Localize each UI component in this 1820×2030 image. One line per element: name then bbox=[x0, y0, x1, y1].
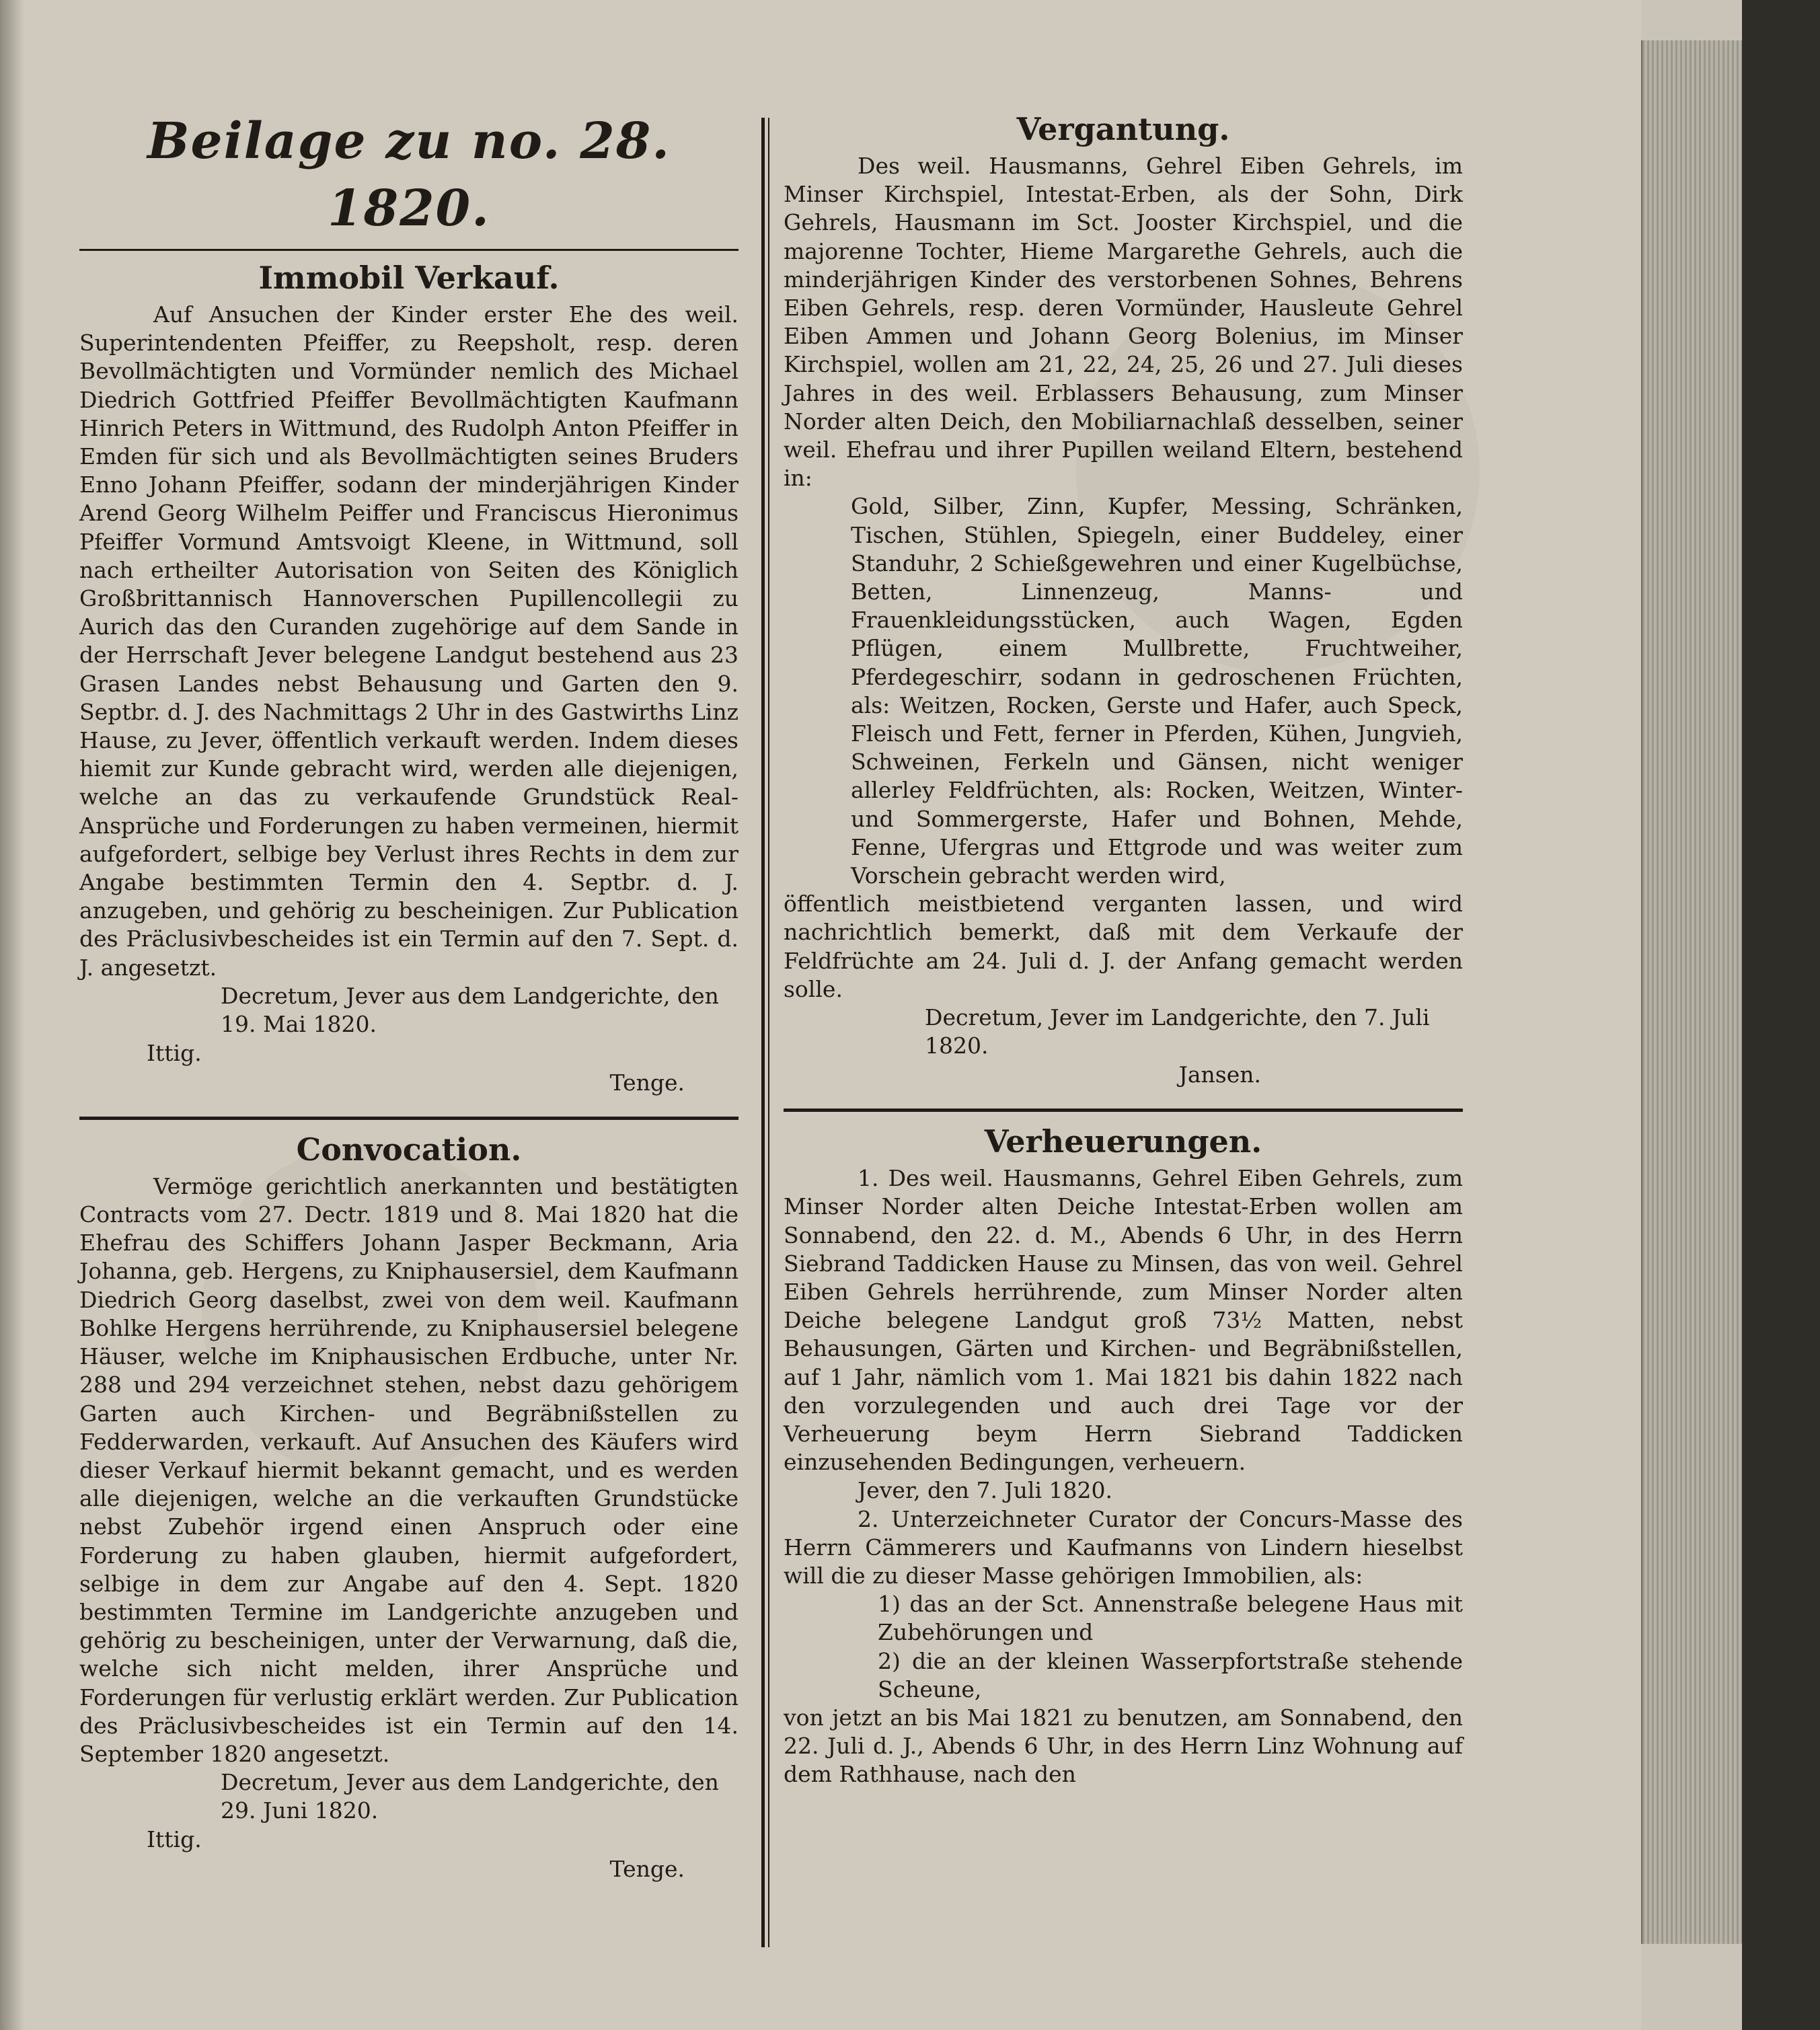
notice-body bbox=[79, 1172, 738, 1768]
decretum-line: Decretum, Jever im Landgerichte, den 7. Juli 1820. bbox=[925, 1004, 1430, 1059]
notice-paragraph: Auf Ansuchen der Kinder erster Ehe des weil. Superintendenten Pfeiffer, zu Reepsholt, resp. deren Bevollmächtigten und Vormünder nemlich des Michael Diedrich Gottfried Pfeiffer Bevollmächtigten Kaufmann Hinrich Peters in Wittmund, des Rudolph Anton Pfeiffer in Emden für sich und als Bevollmächtigten seines Bruders Enno Johann Pfeiffer, sodann der minderjährigen Kinder Arend Georg Wilhelm Peiffer und Franciscus Hieronimus Pfeiffer Vormund Amtsvoigt Kleene, in Wittmund, soll nach ertheilter Autorisation von Seiten des Königlich Großbrittannisch Hannoverschen Pupillencollegii zu Aurich das den Curanden zugehörige auf dem Sande in der Herrschaft Jever belegene Landgut bestehend aus 23 Grasen Landes nebst Behausung und Garten den 9. Septbr. d. J. des Nachmittags 2 Uhr in des Gastwirths Linz Hause, zu Jever, öffentlich verkauft werden. Indem dieses hiemit zur Kunde gebracht wird, werden alle diejenigen, welche an das zu verkaufende Grundstück Real-Ansprüche und Forderungen zu haben vermeinen, hiermit aufgefordert, selbige bey Verlust ihres Rechts in dem zur Angabe bestimmten Termin den 4. Septbr. d. J. anzugeben, und gehörig zu bescheinigen. Zur Publication des Präclusivbescheides ist ein Termin auf den 7. Sept. d. J. angesetzt. bbox=[79, 301, 738, 981]
notice-heading: Immobil Verkauf. bbox=[258, 260, 560, 296]
notice-paragraph: Des weil. Hausmanns, Gehrel Eiben Gehrels, im Minser Kirchspiel, Intestat-Erben, als der Sohn, Dirk Gehrels, Hausmann im Sct. Jooster Kirchspiel, und die majorenne Tochter, Hieme Margarethe Gehrels, auch die minderjährigen Kinder des verstorbenen Sohnes, Behrens Eiben Gehrels, resp. deren Vormünder, Hausleute Gehrel Eiben Ammen und Johann Georg Bolenius, im Minser Kirchspiel, wollen am 21, 22, 24, 25, 26 und 27. Juli dieses Jahres in des weil. Erblassers Behausung, zum Minser Norder alten Deich, den Mobiliarnachlaß desselben, seiner weil. Ehefrau und ihrer Pupillen weiland Eltern, bestehend in: bbox=[784, 153, 1463, 492]
notice-body bbox=[784, 152, 1463, 1004]
masthead-rule bbox=[79, 249, 738, 251]
signature-tenge: Tenge. bbox=[609, 1856, 685, 1883]
scan-border bbox=[1742, 0, 1820, 2030]
section-divider bbox=[784, 1108, 1463, 1112]
notice-immobil-verkauf bbox=[79, 258, 738, 1098]
column-rule bbox=[761, 118, 765, 1947]
signature-jansen: Jansen. bbox=[1178, 1061, 1261, 1088]
signature-ittig: Ittig. bbox=[147, 1039, 202, 1066]
decretum-line: Decretum, Jever aus dem Landgerichte, den 29. Juni 1820. bbox=[221, 1769, 719, 1824]
notice-verheuerungen bbox=[784, 1121, 1463, 1789]
notice-body bbox=[79, 301, 738, 982]
notice-paragraph: Vermöge gerichtlich anerkannten und bestätigten Contracts vom 27. Dectr. 1819 und 8. Mai 1820 hat die Ehefrau des Schiffers Johann Jasper Beckmann, Aria Johanna, geb. Hergens, zu Kniphausersiel, dem Kaufmann Diedrich Georg daselbst, zwei von dem weil. Kaufmann Bohlke Hergens herrührende, zu Kniphausersiel belegene Häuser, welche im Kniphausischen Erdbuche, unter Nr. 288 und 294 verzeichnet stehen, nebst dazu gehörigem Garten auch Kirchen- und Begräbnißstellen zu Fedderwarden, verkauft. Auf Ansuchen des Käufers wird dieser Verkauf hiermit bekannt gemacht, und es werden alle diejenigen, welche an die verkauften Grundstücke nebst Zubehör irgend einen Anspruch oder eine Forderung zu haben glauben, hiermit aufgefordert, selbige in dem zur Angabe auf den 4. Sept. 1820 bestimmten Termine im Landgerichte anzugeben und gehörig zu bescheinigen, unter der Verwarnung, daß die, welche sich nicht melden, ihrer Ansprüche und Forderungen für verlustig erklärt werden. Zur Publication des Präclusivbescheides ist ein Termin auf den 14. September 1820 angesetzt. bbox=[79, 1172, 738, 1767]
right-column bbox=[784, 108, 1463, 1789]
numbered-item-1: 1. Des weil. Hausmanns, Gehrel Eiben Gehrels, zum Minser Norder alten Deiche Intestat-Erben wollen am Sonnabend, den 22. d. M., Abends 6 Uhr, in des Herrn Siebrand Taddicken Hause zu Minsen, das von weil. Gehrel Eiben Gehrels herrührende, zum Minser Norder alten Deiche belegene Landgut groß 73½ Matten, nebst Behausungen, Gärten und Kirchen- und Begräbnißstellen, auf 1 Jahr, nämlich vom 1. Mai 1821 bis dahin 1822 nach den vorzulegenden und auch drei Tage vor der Verheuerung beym Herrn Siebrand Taddicken einzusehenden Bedingungen, verheuern. bbox=[784, 1165, 1463, 1476]
notice-paragraph: öffentlich meistbietend verganten lassen, und wird nachrichtlich bemerkt, daß mit dem Verkaufe der Feldfrüchte am 24. Juli d. J. der Anfang gemacht werden solle. bbox=[784, 891, 1463, 1002]
notice-paragraph: von jetzt an bis Mai 1821 zu benutzen, am Sonnabend, den 22. Juli d. J., Abends 6 Uhr, in des Herrn Linz Wohnung auf dem Rathhause, nach den bbox=[784, 1704, 1463, 1788]
decretum-line: Decretum, Jever aus dem Landgerichte, den 19. Mai 1820. bbox=[221, 982, 719, 1037]
goods-list: Gold, Silber, Zinn, Kupfer, Messing, Schränken, Tischen, Stühlen, Spiegeln, einer Buddeley, einer Standuhr, 2 Schießgewehren und einer Kugelbüchse, Betten, Linnenzeug, Manns- und Frauenkleidungsstücken, auch Wagen, Egden Pflügen, einem Mullbrette, Fruchtweiher, Pferdegeschirr, sodann in gedroschenen Früchten, als: Weitzen, Rocken, Gerste und Hafer, auch Speck, Fleisch und Fett, ferner in Pferden, Kühen, Jungvieh, Schweinen, Ferkeln und Gänsen, nicht weniger allerley Feldfrüchten, als: Rocken, Weitzen, Winter- und Sommergerste, Hafer und Bohnen, Mehde, Fenne, Ufergras und Ettgrode und was weiter zum Vorschein gebracht werden wird, bbox=[851, 493, 1463, 889]
notice-convocation bbox=[79, 1129, 738, 1884]
column-rule-thin bbox=[768, 118, 769, 1947]
numbered-item-2: 2. Unterzeichneter Curator der Concurs-Masse des Herrn Cämmerers und Kaufmanns von Lindern hieselbst will die zu dieser Masse gehörigen Immobilien, als: bbox=[784, 1505, 1463, 1589]
sub-item-2: 2) die an der kleinen Wasserpfortstraße stehende Scheune, bbox=[878, 1647, 1463, 1702]
section-divider bbox=[79, 1117, 738, 1120]
item-date: Jever, den 7. Juli 1820. bbox=[858, 1477, 1112, 1504]
notice-vergantung bbox=[784, 109, 1463, 1090]
signature-row bbox=[79, 1039, 738, 1068]
signature-tenge: Tenge. bbox=[609, 1069, 685, 1096]
page-gutter-shadow bbox=[0, 0, 24, 2030]
sub-item-1: 1) das an der Sct. Annenstraße belegene Haus mit Zubehörungen und bbox=[878, 1591, 1463, 1646]
signature-ittig: Ittig. bbox=[147, 1826, 202, 1853]
notice-heading: Vergantung. bbox=[1016, 111, 1230, 147]
notice-heading: Verheuerungen. bbox=[984, 1123, 1262, 1160]
signature-row bbox=[79, 1825, 738, 1854]
masthead-title: Beilage zu no. 28. 1820. bbox=[147, 112, 671, 237]
book-page-edges bbox=[1641, 40, 1743, 1944]
notice-heading: Convocation. bbox=[296, 1131, 522, 1168]
notice-body bbox=[784, 1164, 1463, 1789]
left-column bbox=[79, 108, 738, 1884]
